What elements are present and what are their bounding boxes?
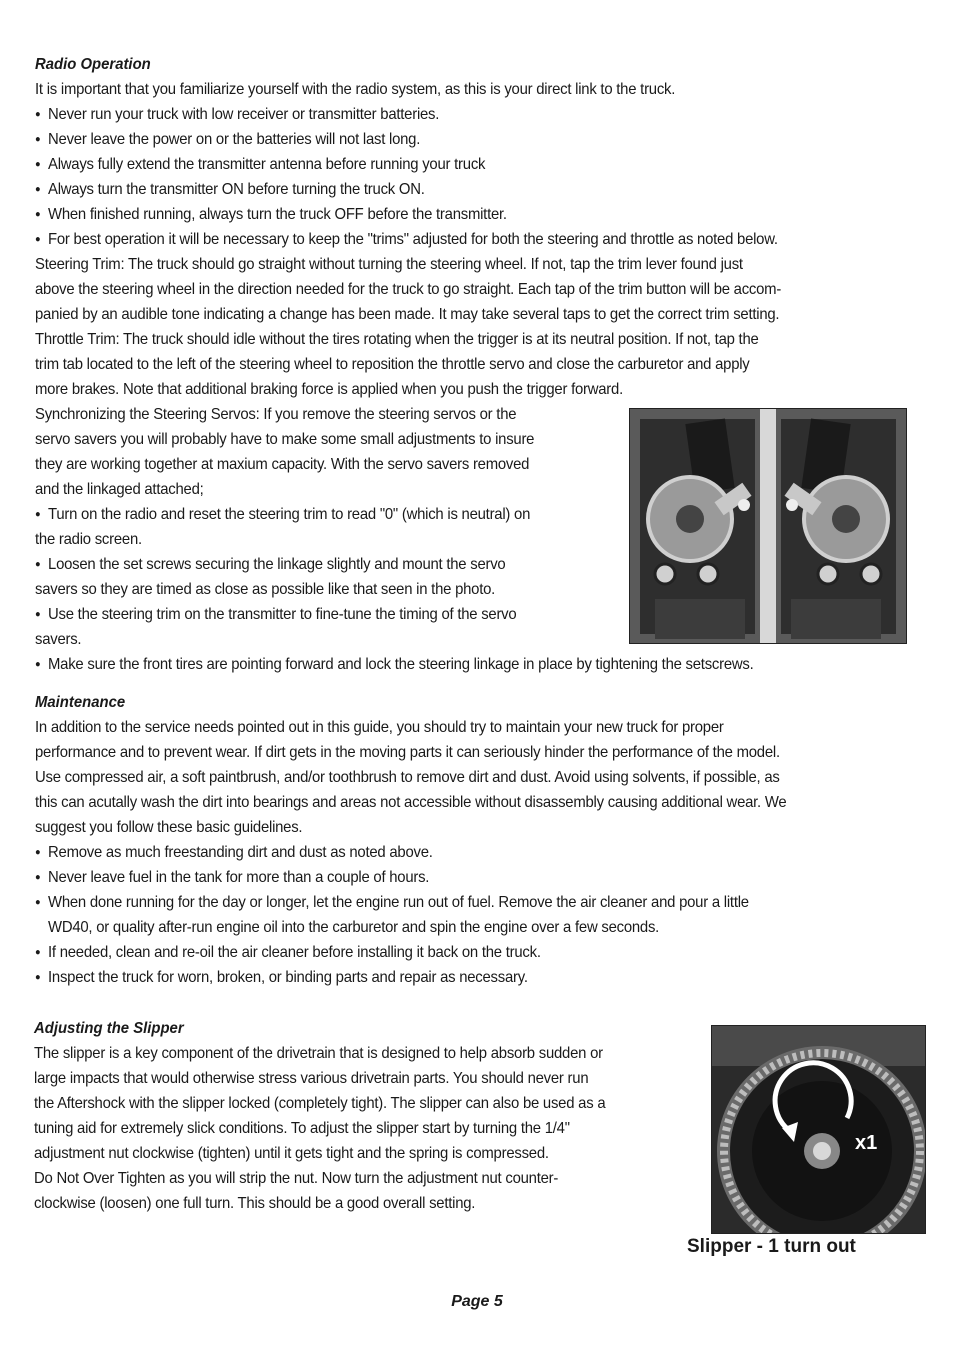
paragraph-line: [35, 77, 909, 102]
bullet-item: [35, 840, 909, 865]
bullet-item: [35, 940, 909, 965]
x1-label: x1: [855, 1132, 878, 1154]
line-text: Make sure the front tires are pointing forward and lock the steering linkage in place by tightening the setscrews.: [48, 656, 754, 673]
paragraph-line: [35, 302, 909, 327]
paragraph-line: [35, 277, 909, 302]
servo-savers-illustration: [630, 409, 906, 643]
line-text: When finished running, always turn the truck OFF before the transmitter.: [48, 206, 507, 223]
line-text: trim tab located to the left of the steering wheel to reposition the throttle servo and close the carburetor and apply: [35, 356, 750, 373]
line-text: Never run your truck with low receiver or transmitter batteries.: [48, 106, 440, 123]
slipper-gear-illustration: [712, 1026, 925, 1233]
paragraph-line: [35, 715, 909, 740]
line-text: savers.: [35, 631, 82, 648]
bullet-item: [35, 177, 909, 202]
paragraph-line: [35, 352, 909, 377]
bullet-item: [35, 227, 909, 252]
bullet-item: [35, 202, 909, 227]
maintenance-body: [35, 715, 909, 990]
line-text: For best operation it will be necessary to keep the "trims" adjusted for both the steering and throttle as noted below.: [48, 231, 778, 248]
line-text: Loosen the set screws securing the linkage slightly and mount the servo: [48, 556, 506, 573]
line-text: this can acutally wash the dirt into bearings and areas not accessible without disassembly causing additional wear. We: [35, 794, 787, 811]
line-text: Synchronizing the Steering Servos: If you remove the steering servos or the: [35, 406, 517, 423]
paragraph-line: [35, 765, 909, 790]
line-text: The slipper is a key component of the drivetrain that is designed to help absorb sudden or: [34, 1045, 603, 1062]
line-text: savers so they are timed as close as possible like that seen in the photo.: [35, 581, 496, 598]
line-text: and the linkaged attached;: [35, 481, 204, 498]
line-text: servo savers you will probably have to make some small adjustments to insure: [35, 431, 535, 448]
paragraph-line: [35, 790, 909, 815]
bullet-item: [35, 127, 909, 152]
line-text: Never leave fuel in the tank for more than a couple of hours.: [48, 869, 430, 886]
servo-savers-photo: [629, 408, 907, 644]
line-text: Use compressed air, a soft paintbrush, and/or toothbrush to remove dirt and dust. Avoid using solvents, if possible, as: [35, 769, 780, 786]
paragraph-line: [35, 915, 909, 940]
paragraph-line: [35, 740, 909, 765]
paragraph-line: [35, 252, 909, 277]
line-text: When done running for the day or longer, let the engine run out of fuel. Remove the air cleaner and pour a little: [48, 894, 749, 911]
line-text: Inspect the truck for worn, broken, or binding parts and repair as necessary.: [48, 969, 528, 986]
line-text: WD40, or quality after-run engine oil into the carburetor and spin the engine over a few seconds.: [48, 919, 660, 936]
line-text: they are working together at maxium capacity. With the servo savers removed: [35, 456, 530, 473]
line-text: tuning aid for extremely slick conditions. To adjust the slipper start by turning the 1/4": [34, 1120, 570, 1137]
paragraph-line: [35, 327, 909, 352]
bullet-item: [35, 890, 909, 915]
maintenance-heading: Maintenance: [35, 694, 126, 711]
line-text: If needed, clean and re-oil the air cleaner before installing it back on the truck.: [48, 944, 541, 961]
line-text: Steering Trim: The truck should go straight without turning the steering wheel. If not, tap the trim lever found just: [35, 256, 743, 273]
line-text: the Aftershock with the slipper locked (completely tight). The slipper can also be used as a: [34, 1095, 606, 1112]
bullet-item: [35, 152, 909, 177]
line-text: In addition to the service needs pointed out in this guide, you should try to maintain your new truck for proper: [35, 719, 724, 736]
paragraph-line: [35, 377, 909, 402]
slipper-heading: Adjusting the Slipper: [34, 1020, 184, 1037]
slipper-photo: [711, 1025, 926, 1234]
line-text: suggest you follow these basic guidelines.: [35, 819, 303, 836]
line-text: Throttle Trim: The truck should idle without the tires rotating when the trigger is at its neutral position. If not, tap the: [35, 331, 759, 348]
line-text: Do Not Over Tighten as you will strip the nut. Now turn the adjustment nut counter-: [34, 1170, 559, 1187]
line-text: Always fully extend the transmitter antenna before running your truck: [48, 156, 486, 173]
radio-operation-heading: Radio Operation: [35, 56, 151, 73]
line-text: panied by an audible tone indicating a change has been made. It may take several taps to get the correct trim setting.: [35, 306, 780, 323]
line-text: adjustment nut clockwise (tighten) until it gets tight and the spring is compressed.: [34, 1145, 549, 1162]
line-text: Always turn the transmitter ON before turning the truck ON.: [48, 181, 425, 198]
line-text: large impacts that would otherwise stress various drivetrain parts. You should never run: [34, 1070, 589, 1087]
bullet-item: [35, 102, 909, 127]
paragraph-line: [35, 815, 909, 840]
line-text: performance and to prevent wear. If dirt gets in the moving parts it can seriously hinder the performance of the model.: [35, 744, 780, 761]
line-text: clockwise (loosen) one full turn. This should be a good overall setting.: [34, 1195, 476, 1212]
line-text: Use the steering trim on the transmitter to fine-tune the timing of the servo: [48, 606, 517, 623]
line-text: Turn on the radio and reset the steering trim to read "0" (which is neutral) on: [48, 506, 531, 523]
line-text: Remove as much freestanding dirt and dust as noted above.: [48, 844, 433, 861]
radio-operation-body: [35, 77, 909, 402]
line-text: more brakes. Note that additional braking force is applied when you push the trigger forward.: [35, 381, 623, 398]
line-text: Never leave the power on or the batteries will not last long.: [48, 131, 421, 148]
line-text: above the steering wheel in the direction needed for the truck to go straight. Each tap of the trim button will be accom-: [35, 281, 782, 298]
bullet-item: [35, 865, 909, 890]
line-text: the radio screen.: [35, 531, 142, 548]
page-number: Page 5: [451, 1293, 503, 1310]
slipper-caption: Slipper - 1 turn out: [687, 1236, 856, 1257]
line-text: It is important that you familiarize yourself with the radio system, as this is your direct link to the truck.: [35, 81, 676, 98]
bullet-item: [35, 965, 909, 990]
bullet-item: [35, 652, 909, 677]
